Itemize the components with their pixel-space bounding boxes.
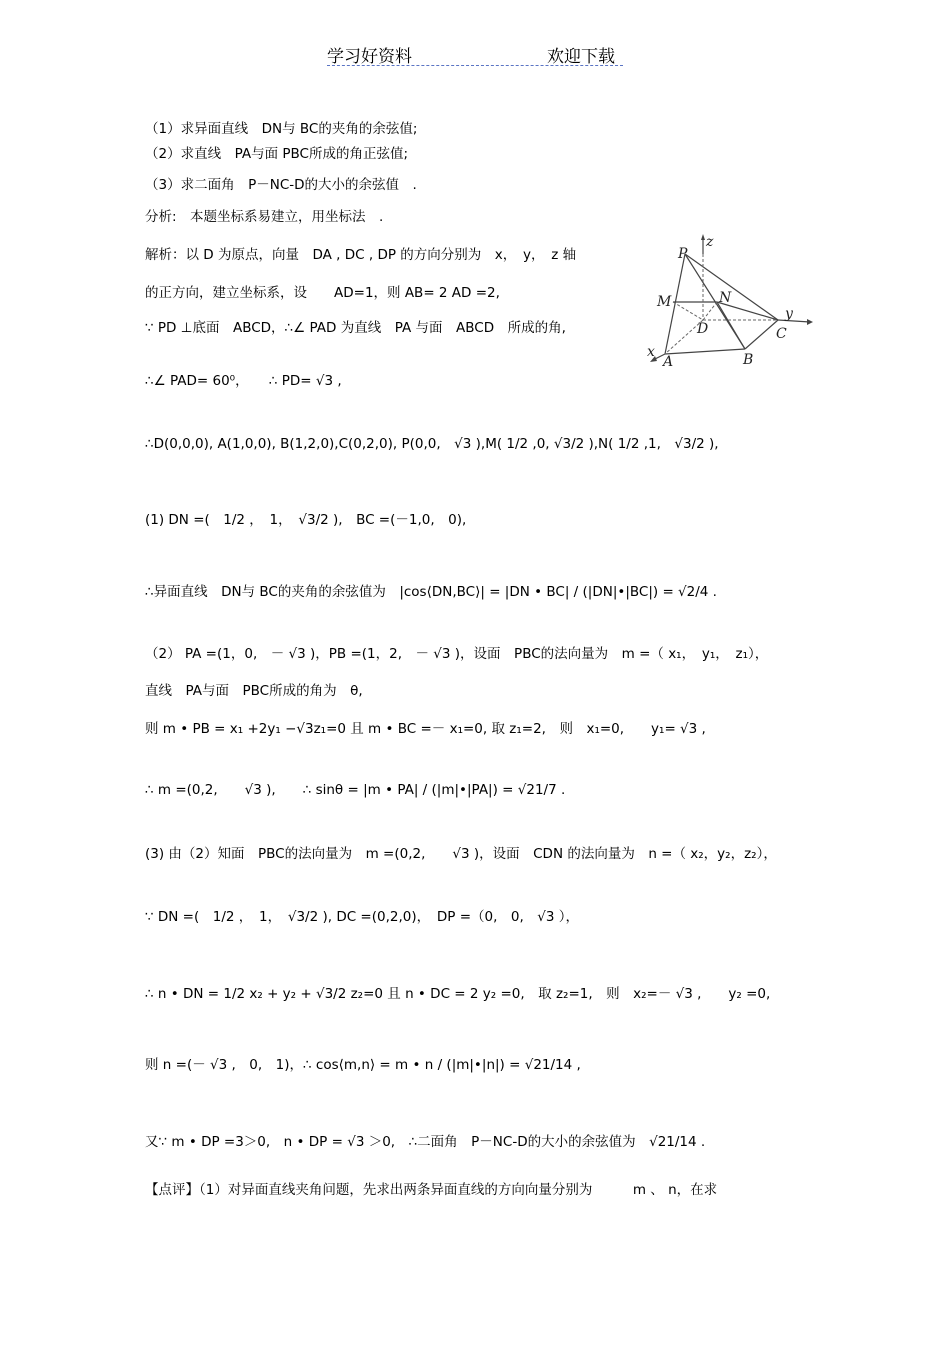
comment-line: 【点评】（1）对异面直线夹角问题，先求出两条异面直线的方向向量分别为 m 、 n，在求 — [145, 1182, 718, 1198]
pyramid-figure — [645, 232, 815, 367]
label-c: C — [776, 326, 787, 342]
part3-vectors: ∵ DN =( 1/2 ， 1， √3/2 ), DC =(0,2,0)， DP =（0, 0, √3 ）， — [145, 909, 580, 925]
part2-vectors: （2） PA =(1，0, － √3 )，PB =(1，2, － √3 )，设面 PBC的法向量为 m =（ x₁， y₁， z₁）， — [145, 646, 769, 662]
header-divider — [327, 65, 623, 66]
part3-cosine: 则 n =(－ √3 , 0, 1)，∴ cos⟨m,n⟩ = m • n / (|m|•|n|) = √21/14 , — [145, 1057, 581, 1073]
part2-sine: ∴ m =(0,2, √3 ), ∴ sinθ = |m • PA| / (|m|•|PA|) = √21/7 . — [145, 782, 566, 798]
part1-vectors: (1) DN =( 1/2 ， 1， √3/2 ), BC =(－1,0, 0), — [145, 512, 467, 528]
label-d: D — [697, 321, 709, 337]
question-3: （3）求二面角 P－NC-D的大小的余弦值 . — [145, 177, 417, 193]
part3-normal: (3) 由（2）知面 PBC的法向量为 m =(0,2, √3 )，设面 CDN 的法向量为 n =（ x₂，y₂，z₂）， — [145, 846, 777, 862]
header-left: 学习好资料 — [327, 47, 412, 67]
analysis-line: 分析: 本题坐标系易建立，用坐标法 . — [145, 209, 384, 225]
part1-cosine: ∴异面直线 DN与 BC的夹角的余弦值为 |cos⟨DN,BC⟩| = |DN • BC| / (|DN|•|BC|) = √2/4 . — [145, 584, 717, 600]
solution-line-2: 的正方向，建立坐标系，设 AD=1，则 AB= 2 AD =2, — [145, 285, 500, 301]
label-p: P — [678, 246, 688, 262]
label-m: M — [657, 294, 672, 310]
solution-line-3: ∵ PD ⊥底面 ABCD，∴∠ PAD 为直线 PA 与面 ABCD 所成的角, — [145, 320, 566, 336]
part3-conclusion: 又∵ m • DP =3＞0, n • DP = √3 ＞0, ∴二面角 P－NC-D的大小的余弦值为 √21/14 . — [145, 1134, 706, 1150]
label-y: y — [785, 306, 793, 322]
label-x: x — [647, 344, 655, 360]
question-2: （2）求直线 PA与面 PBC所成的角正弦值; — [145, 146, 409, 162]
part2-equations: 则 m • PB = x₁ +2y₁ −√3z₁=0 且 m • BC =－ x₁=0, 取 z₁=2, 则 x₁=0, y₁= √3 , — [145, 721, 706, 737]
header-right: 欢迎下载 — [547, 47, 615, 67]
label-a: A — [663, 354, 674, 367]
label-z: z — [706, 234, 714, 250]
label-n: N — [719, 290, 732, 306]
solution-line-1: 解析：以 D 为原点，向量 DA , DC , DP 的方向分别为 x， y， z 轴 — [145, 247, 577, 263]
question-1: （1）求异面直线 DN与 BC的夹角的余弦值; — [145, 121, 418, 137]
part3-equations: ∴ n • DN = 1/2 x₂ + y₂ + √3/2 z₂=0 且 n • DC = 2 y₂ =0, 取 z₂=1, 则 x₂=－ √3 , y₂ =0, — [145, 986, 771, 1002]
coordinates-line: ∴D(0,0,0), A(1,0,0), B(1,2,0),C(0,2,0), P(0,0, √3 ),M( 1/2 ,0, √3/2 ),N( 1/2 ,1, √3/2 ), — [145, 436, 719, 452]
solution-line-4: ∴∠ PAD= 60⁰， ∴ PD= √3 , — [145, 373, 342, 389]
part2-angle: 直线 PA与面 PBC所成的角为 θ, — [145, 683, 363, 699]
label-b: B — [743, 352, 754, 367]
